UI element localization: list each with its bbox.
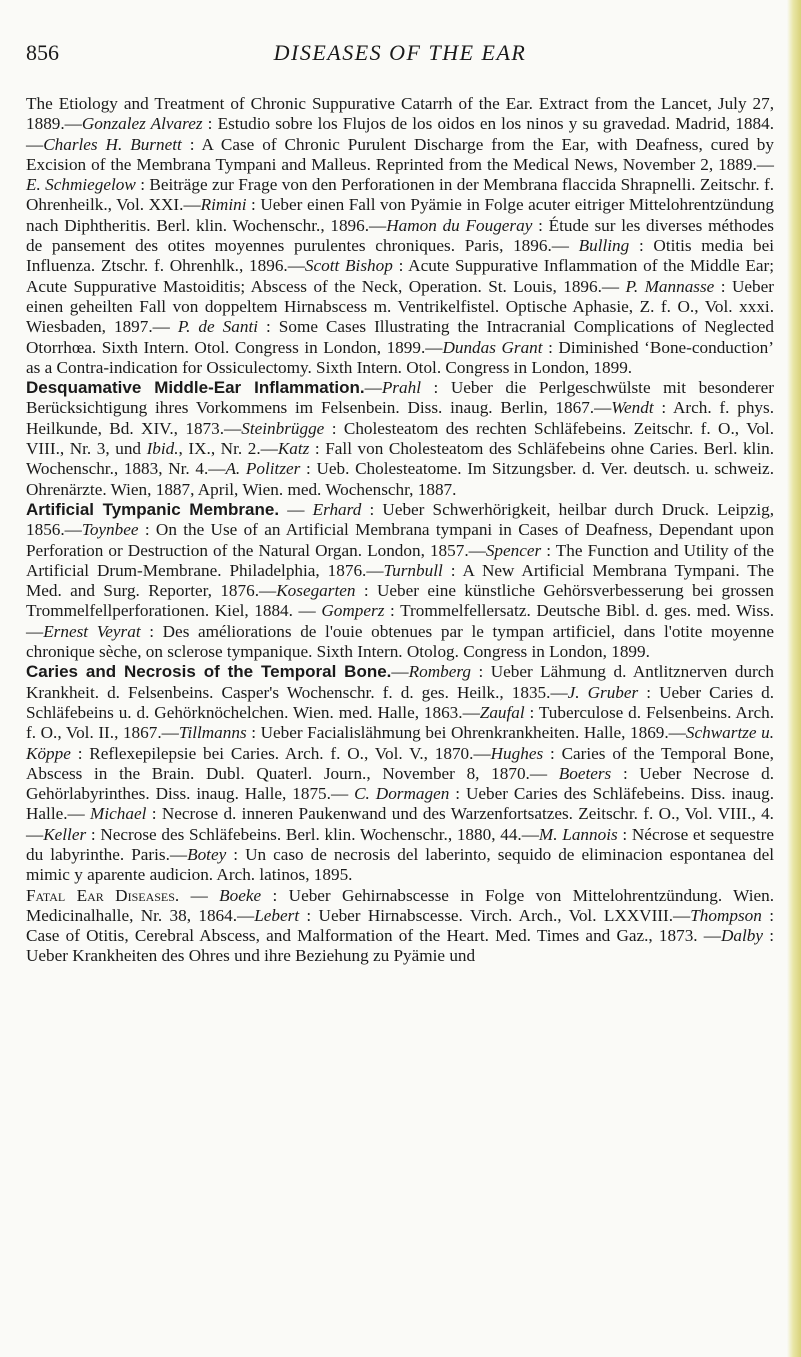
citation-author: Ibid. xyxy=(146,439,179,459)
paragraph-chronic-suppurative xyxy=(26,94,774,378)
citation-text: : Ueber Caries des Schläfebeins. Diss. inaug. Halle.— xyxy=(26,784,775,824)
citation-text: : Ueb. Cholesteatome. Im Sitzungsber. d. Ver. deutsch. u. schweiz. Ohrenärzte. Wien, 1887, April, Wien. med. Wochenschr, 1887. xyxy=(26,459,774,499)
section-heading: Artificial Tympanic Membrane. xyxy=(26,499,280,519)
citation-author: Charles H. Burnett xyxy=(43,134,182,154)
citation-text: : Necrose des Schläfebeins. Berl. klin. Wochenschr., 1880, 44.— xyxy=(86,824,539,844)
citation-text: : Diminished ‘Bone-conduction’ as a Contra-indication for Ossiculectomy. Sixth Intern. Otol. Congress in London, 1899. xyxy=(26,337,774,377)
bibliography-body xyxy=(26,94,774,967)
citation-text: : Ueber Schwerhörigkeit, heilbar durch Druck. Leipzig, 1856.— xyxy=(26,499,774,540)
citation-text: : Fall von Cholesteatom des Schläfebeins ohne Caries. Berl. klin. Wochenschr., 1883, Nr. 4.— xyxy=(26,439,774,479)
citation-text: , IX., Nr. 2.— xyxy=(178,439,278,459)
section-heading: Desquamative Middle-Ear Inflammation. xyxy=(26,378,365,398)
citation-text: : Un caso de necrosis del laberinto, sequido de eliminacion espontanea del mimic y aparente audicion. Arch. latinos, 1895. xyxy=(26,844,774,885)
citation-text: The Etiology and Treatment of Chronic Suppurative Catarrh of the Ear. Extract from the Lancet, July 27, 1889.— xyxy=(26,94,774,134)
citation-author: Steinbrügge xyxy=(241,418,325,438)
citation-text: : Ueber eine künstliche Gehörsverbesserung bei grossen Trommelfellperforationen. Kiel, 1884. — xyxy=(26,581,774,621)
citation-author: Romberg xyxy=(408,662,471,682)
citation-author: E. Schmiegelow xyxy=(26,175,136,195)
citation-text: : Étude sur les diverses méthodes de pansement des otites moyennes purulentes chroniques. Paris, 1896.— xyxy=(26,215,774,256)
citation-author: Toynbee xyxy=(81,520,139,540)
citation-text: : Ueber Facialislähmung bei Ohrenkrankheiten. Halle, 1869.— xyxy=(246,723,686,743)
citation-text: : Trommelfellersatz. Deutsche Bibl. d. ges. med. Wiss.— xyxy=(26,601,774,641)
citation-text: : Des améliorations de l'ouie obtenues par le tympan artificiel, dans l'otite moyenne chronique sèche, on sclerose tympanique. Sixth Intern. Otolog. Congress in London, 1899. xyxy=(26,621,774,662)
citation-author: Schwartze u. Köppe xyxy=(26,723,775,763)
citation-text: : The Function and Utility of the Artificial Drum-Membrane. Philadelphia, 1876.— xyxy=(26,540,775,580)
citation-text: : Ueber Hirnabscesse. Virch. Arch., Vol. LXXVIII.— xyxy=(299,905,691,925)
citation-author: Wendt xyxy=(611,398,654,418)
citation-text: : On the Use of an Artificial Membrana tympani in Cases of Deafness, Dependant upon Perforation or Destruction of the Natural Organ. London, 1857.— xyxy=(26,520,774,560)
paragraph-fatal-ear-diseases xyxy=(26,886,774,967)
citation-text: : Beiträge zur Frage von den Perforationen in der Membrana flaccida Shrapnelli. Zeitschr. f. Ohrenheilk., Vol. XXI.— xyxy=(26,175,775,215)
section-heading: Fatal Ear Diseases. xyxy=(26,885,180,905)
citation-author: Ernest Veyrat xyxy=(43,621,141,641)
citation-author: M. Lannois xyxy=(538,824,618,844)
citation-text: : Ueber die Perlgeschwülste mit besonderer Berücksichtigung ihres Vorkommens im Felsenbein. Diss. inaug. Berlin, 1867.— xyxy=(26,378,774,418)
citation-text: : Ueber Necrose d. Gehörlabyrinthes. Diss. inaug. Halle, 1875.— xyxy=(26,763,774,804)
citation-author: Michael xyxy=(90,804,147,824)
citation-text: : Arch. f. phys. Heilkunde, Bd. XIV., 1873.— xyxy=(26,398,774,438)
citation-author: Kosegarten xyxy=(276,581,356,601)
citation-author: Erhard xyxy=(312,499,362,519)
citation-author: Spencer xyxy=(485,540,542,560)
citation-author: Bulling xyxy=(578,236,630,256)
citation-author: Rimini xyxy=(200,195,247,215)
citation-text: : A Case of Chronic Purulent Discharge from the Ear, with Deafness, cured by Excision of the Membrana Tympani and Malleus. Reprinted from the Medical News, November 2, 1889.— xyxy=(26,134,774,174)
citation-author: P. de Santi xyxy=(177,317,258,337)
citation-author: Botey xyxy=(187,844,227,864)
citation-text: : Ueber einen Fall von Pyämie in Folge acuter eitriger Mittelohrentzündung nach Diphtheritis. Berl. klin. Wochenschr., 1896.— xyxy=(26,195,775,235)
citation-author: Lebert xyxy=(254,905,300,925)
citation-text: : Acute Suppurative Inflammation of the Middle Ear; Acute Suppurative Mastoiditis; Abscess of the Neck, Operation. St. Louis, 1896.— xyxy=(26,256,774,296)
citation-author: Thompson xyxy=(690,905,762,925)
citation-text: — xyxy=(391,662,409,682)
citation-author: Hamon du Fougeray xyxy=(386,215,533,235)
citation-author: Turnbull xyxy=(383,560,443,580)
paragraph-caries-necrosis-temporal-bone xyxy=(26,662,774,885)
citation-text: : Estudio sobre los Flujos de los oidos en los ninos y su gravedad. Madrid, 1884.— xyxy=(26,114,775,154)
citation-author: Prahl xyxy=(381,378,421,398)
citation-author: Dundas Grant xyxy=(442,337,543,357)
citation-author: Keller xyxy=(43,824,87,844)
paragraph-desquamative-middle-ear xyxy=(26,378,774,500)
citation-author: Dalby xyxy=(721,926,764,946)
citation-author: C. Dormagen xyxy=(354,784,450,804)
page-edge-decoration xyxy=(787,0,801,1357)
citation-text: : Some Cases Illustrating the Intracranial Complications of Neglected Otorrhœa. Sixth Intern. Otol. Congress in London, 1899.— xyxy=(26,317,774,357)
citation-text: : Ueber einen geheilten Fall von doppeltem Hirnabscess m. Ventrikelfistel. Optische Aphasie, Z. f. O., Vol. xxxi. Wiesbaden, 1897.— xyxy=(26,276,774,337)
citation-text: : Ueber Gehirnabscesse in Folge von Mittelohrentzündung. Wien. Medicinalhalle, Nr. 38, 1864.— xyxy=(26,885,775,925)
citation-author: Katz xyxy=(277,439,310,459)
citation-author: Gonzalez Alvarez xyxy=(81,114,203,134)
running-head: DISEASES OF THE EAR xyxy=(273,40,527,65)
citation-author: Tillmanns xyxy=(178,723,247,743)
citation-author: Boeters xyxy=(558,763,612,783)
citation-text: : Reflexepilepsie bei Caries. Arch. f. O., Vol. V., 1870.— xyxy=(70,743,491,763)
citation-author: Scott Bishop xyxy=(304,256,393,276)
citation-author: P. Mannasse xyxy=(625,276,715,296)
citation-author: Zaufal xyxy=(479,702,525,722)
citation-text: : Cholesteatom des rechten Schläfebeins. Zeitschr. f. O., Vol. VIII., Nr. 3, und xyxy=(26,418,775,459)
citation-text: : Ueber Krankheiten des Ohres und ihre Beziehung zu Pyämie und xyxy=(26,926,774,966)
citation-text: : A New Artificial Membrana Tympani. The Med. and Surg. Reporter, 1876.— xyxy=(26,560,774,601)
page-header xyxy=(26,40,774,80)
citation-author: J. Gruber xyxy=(567,682,639,702)
paragraph-artificial-tympanic-membrane xyxy=(26,500,774,662)
citation-author: Gomperz xyxy=(321,601,385,621)
citation-text: : Ueber Caries d. Schläfebeins u. d. Gehörknöchelchen. Wien. med. Halle, 1863.— xyxy=(26,682,774,722)
citation-text: — xyxy=(364,378,382,398)
citation-text: : Caries of the Temporal Bone, Abscess in the Brain. Dubl. Quaterl. Journ., November 8, 1870.— xyxy=(26,743,774,783)
citation-text: : Tuberculose d. Felsenbeins. Arch. f. O., Vol. II., 1867.— xyxy=(26,702,774,743)
citation-author: Hughes xyxy=(490,743,544,763)
citation-text: — xyxy=(279,499,313,519)
citation-text: : Case of Otitis, Cerebral Abscess, and Malformation of the Heart. Med. Times and Gaz., 1873. — xyxy=(26,905,774,946)
citation-author: A. Politzer xyxy=(225,459,301,479)
page-number: 856 xyxy=(26,40,59,65)
citation-text: — xyxy=(179,885,220,905)
citation-text: : Necrose d. inneren Paukenwand und des Warzenfortsatzes. Zeitschr. f. O., Vol. VIII., 4.— xyxy=(26,804,774,844)
citation-text: : Otitis media bei Influenza. Ztschr. f. Ohrenhlk., 1896.— xyxy=(26,236,774,276)
citation-text: : Nécrose et sequestre du labyrinthe. Paris.— xyxy=(26,824,775,864)
section-heading: Caries and Necrosis of the Temporal Bone. xyxy=(26,662,392,682)
citation-text: : Ueber Lähmung d. Antlitznerven durch Krankheit. d. Felsenbeins. Casper's Wochenschr. f. d. ges. Heilk., 1835.— xyxy=(26,662,774,702)
citation-author: Boeke xyxy=(219,885,262,905)
